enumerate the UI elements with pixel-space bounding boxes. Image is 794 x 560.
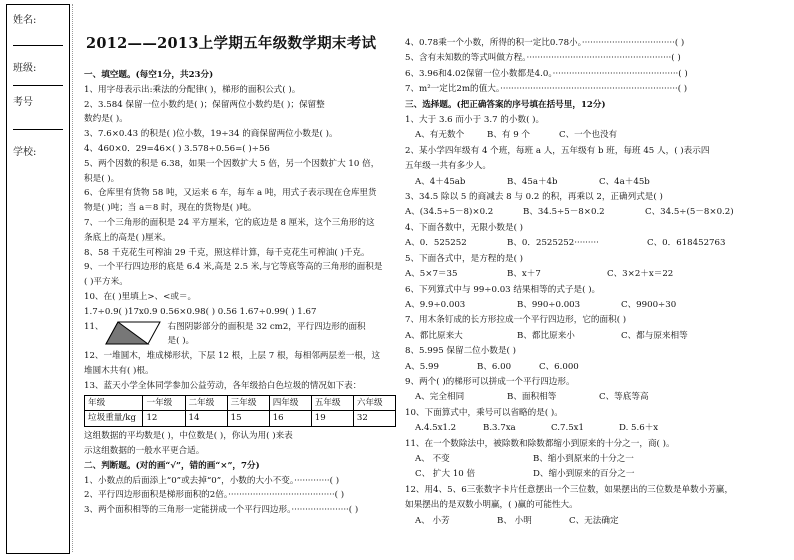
seal-line: [72, 4, 73, 552]
q11-number: 11、: [84, 321, 104, 332]
choice-q12-line1: 12、用4、5、6三张数字卡片任意摆出一个三位数，如果摆出的三位数是单数小芳赢，: [405, 484, 734, 495]
choice-q8: 8、5.995 保留二位小数是( ): [405, 346, 516, 357]
table-cell: 年级: [85, 395, 143, 411]
option: B、x＋7: [507, 269, 541, 280]
judge-line: 3、两个面积相等的三角形一定能拼成一个平行四边形。·····················( ): [84, 505, 359, 516]
option: C、无法确定: [569, 515, 619, 526]
right-column: [405, 36, 789, 529]
option: C、等底等高: [599, 392, 649, 403]
q11-text2: 是( )。: [167, 336, 195, 347]
choice-q5: 5、下面各式中，是方程的是( ): [405, 253, 524, 264]
option: A、5.99: [405, 361, 439, 372]
choice-q4: 4、下面各数中，无限小数是( ): [405, 222, 524, 233]
q11-text1: 右图阴影部分的面积是 32 cm2，平行四边形的面积: [167, 321, 366, 332]
choice-q12-options: [405, 514, 789, 529]
choice-q11: 11、在一个数除法中，被除数和除数都缩小到原来的十分之一，商( )。: [405, 438, 675, 449]
s1-line: 积是( )。: [84, 173, 120, 184]
option: C.7.5x1: [551, 423, 584, 434]
choice-q11-options: [405, 452, 789, 467]
option: B.3.7xa: [483, 423, 516, 434]
option: A、有无数个: [415, 130, 465, 141]
judge-line: 2、平行四边形面积是梯形面积的2倍。·······································( ): [84, 490, 345, 501]
s1-line: 5、两个因数的积是 6.38，如果一个因数扩大 5 倍，另一个因数扩大 10 倍，: [84, 158, 380, 169]
class-label: 班级:: [13, 63, 37, 74]
school-label: 学校:: [13, 147, 37, 158]
number-line: [13, 129, 63, 130]
option: A、0．525252: [405, 238, 467, 249]
q12-line2: 堆圆木共有( )根。: [84, 365, 154, 376]
q11-block: [84, 320, 396, 350]
judge-line: 5、含有未知数的等式叫做方程。·····················································( ): [405, 53, 681, 64]
option: A、 小芳: [415, 515, 450, 526]
table-cell: 六年级: [353, 395, 395, 411]
choice-q5-options: [405, 267, 789, 282]
option: C、4a＋45b: [599, 176, 650, 187]
left-column: [84, 68, 396, 518]
option: B、34.5÷5－8×0.2: [523, 207, 605, 218]
s1-line: 2、3.584 保留一位小数约是( )；保留两位小数约是( )；保留整: [84, 99, 325, 110]
option: C、9900÷30: [621, 299, 677, 310]
compare-line: 1.7÷0.9( )17x0.9 0.56×0.98( ) 0.56 1.67÷0.99( ) 1.67: [84, 306, 317, 317]
choice-q12-line2: 如果摆出的是双数小明赢，( )赢的可能性大。: [405, 500, 578, 511]
table-cell: 一年级: [143, 395, 185, 411]
q12-line1: 12、一堆圆木，堆成梯形状，下层 12 根，上层 7 根，每相邻两层差一根，这: [84, 351, 381, 362]
page-title: 2012——2013上学期五年级数学期末考试: [86, 35, 377, 52]
option: B、990÷0.003: [517, 299, 581, 310]
option: A、(34.5÷5－8)×0.2: [405, 207, 494, 218]
judge-line: 7、m²一定比2m的值大。·································································( ): [405, 84, 688, 95]
choice-q3: 3、34.5 除以 5 的商减去 8 与 0.2 的积，再乘以 2，正确列式是( ): [405, 192, 663, 203]
s1-line: 9、一个平行四边形的底是 6.4 米,高是 2.5 米,与它等底等高的三角形的面积是: [84, 262, 383, 273]
option: A、 不变: [415, 453, 450, 464]
choice-q6: 6、下列算式中与 99÷0.03 结果相等的式子是( )。: [405, 284, 601, 295]
judge-line: 6、3.96和4.02保留一位小数都是4.0。··············································( ): [405, 68, 688, 79]
choice-q6-options: [405, 298, 789, 313]
option: B、都比原来小: [517, 330, 575, 341]
option: B、 小明: [497, 515, 532, 526]
option: B、45a＋4b: [507, 176, 558, 187]
s1-line: 数约是( )。: [84, 114, 128, 125]
choice-q10-options: [405, 421, 789, 436]
section1-heading: 一、填空题。(每空1分，共23分): [84, 70, 214, 80]
s1-line: 条底上的高是( )厘米。: [84, 232, 171, 243]
option: B、6.00: [477, 361, 512, 372]
choice-q1: 1、大于 3.6 而小于 3.7 的小数( )。: [405, 115, 545, 126]
choice-q7-options: [405, 329, 789, 344]
s1-line: 3、7.6×0.43 的积是( )位小数，19÷34 的商保留两位小数是( )。: [84, 129, 338, 140]
table-cell: 五年级: [311, 395, 353, 411]
judge-line: 1、小数点的后面添上“0”或去掉“0”，小数的大小不变。·············( ): [84, 475, 340, 486]
option: D. 5.6＋x: [619, 423, 659, 434]
choice-q7: 7、用木条钉成的长方形拉成一个平行四边形，它的面积( ): [405, 315, 627, 326]
student-info-box: [6, 4, 70, 554]
parallelogram-figure: [104, 320, 162, 346]
option: C、一个也没有: [559, 130, 618, 141]
after-table-line2: 示这组数据的一般水平更合适。: [84, 445, 205, 456]
option: A、完全相同: [415, 392, 465, 403]
table-cell: 32: [353, 411, 395, 427]
choice-q1-options: [405, 128, 789, 143]
table-cell: 四年级: [269, 395, 311, 411]
table-cell: 垃圾重量/kg: [85, 411, 143, 427]
section3-heading: 三、选择题。(把正确答案的序号填在括号里，12分): [405, 99, 606, 110]
judge-line: 4、0.78乘一个小数，所得的积一定比0.78小。··································( ): [405, 38, 685, 48]
table-row: [85, 395, 396, 411]
number-label: 考号: [13, 97, 33, 108]
name-label: 姓名:: [13, 15, 37, 26]
choice-q9: 9、两个( )的梯形可以拼成一个平行四边形。: [405, 376, 575, 387]
s1-line: 10、在( )里填上>、<或＝。: [84, 291, 197, 302]
choice-q2-options: [405, 175, 789, 190]
table-cell: 15: [227, 411, 269, 427]
s1-line: 7、一个三角形的面积是 24 平方厘米，它的底边是 8 厘米，这个三角形的这: [84, 217, 375, 228]
table-cell: 14: [185, 411, 227, 427]
choice-q4-options: [405, 236, 789, 251]
table-cell: 三年级: [227, 395, 269, 411]
q13-line: 13、蓝天小学全体同学参加公益劳动，各年级拾白色垃圾的情况如下表：: [84, 380, 362, 391]
table-cell: 19: [311, 411, 353, 427]
s1-line: ( )平方米。: [84, 277, 128, 288]
option: C、都与原来相等: [621, 330, 688, 341]
table-cell: 16: [269, 411, 311, 427]
table-cell: 12: [143, 411, 185, 427]
option: B、有 9 个: [487, 130, 531, 141]
s1-line: 8、58 千克花生可榨油 29 千克，照这样计算，每千克花生可榨油( )千克。: [84, 247, 370, 258]
option: C、6.000: [539, 361, 579, 372]
option: B、0．2525252·········: [507, 238, 599, 249]
table-cell: 二年级: [185, 395, 227, 411]
choice-q10: 10、下面算式中，乘号可以省略的是( )。: [405, 407, 563, 418]
s1-line: 1、用字母表示出:乘法的分配律( )，梯形的面积公式( )。: [84, 84, 301, 95]
choice-q11-options-2: [405, 467, 789, 482]
table-row: [85, 411, 396, 427]
option: A、都比原来大: [405, 330, 463, 341]
name-line: [13, 45, 63, 46]
choice-q2-line2: 五年级一共有多少人。: [405, 161, 491, 172]
s1-line: 6、仓库里有货物 58 吨，又运来 6 车，每车 a 吨，用式子表示现在仓库里货: [84, 188, 377, 199]
s1-line: 4、460×0．29=46×( ) 3.578÷0.56=( )÷56: [84, 143, 270, 154]
class-line: [13, 85, 63, 86]
option: C、0．618452763: [647, 238, 726, 249]
option: A、9.9÷0.003: [405, 299, 466, 310]
option: A.4.5x1.2: [415, 423, 457, 434]
option: C、3×2＋x＝22: [607, 269, 674, 280]
option: A、5×7＝35: [405, 269, 458, 280]
section2-heading: 二、判断题。(对的画“√”，错的画“×”，7分): [84, 460, 260, 471]
option: B、缩小到原来的十分之一: [533, 453, 634, 464]
option: C、34.5÷(5－8×0.2): [645, 207, 734, 218]
choice-q3-options: [405, 205, 789, 220]
option: B、面积相等: [507, 392, 557, 403]
garbage-table: [84, 395, 396, 428]
choice-q8-options: [405, 360, 789, 375]
option: C、 扩大 10 倍: [415, 469, 476, 480]
option: D、缩小到原来的百分之一: [533, 469, 635, 480]
s1-line: 物是( )吨；当 a＝8 时，现在的货物是( )吨。: [84, 203, 257, 214]
option: A、4＋45ab: [415, 176, 466, 187]
after-table-line1: 这组数据的平均数是( )，中位数是( )，你认为用( )来表: [84, 431, 293, 442]
choice-q9-options: [405, 390, 789, 405]
choice-q2-line1: 2、某小学四年级有 4 个班，每班 a 人，五年级有 b 班，每班 45 人，( )表示四: [405, 145, 710, 156]
